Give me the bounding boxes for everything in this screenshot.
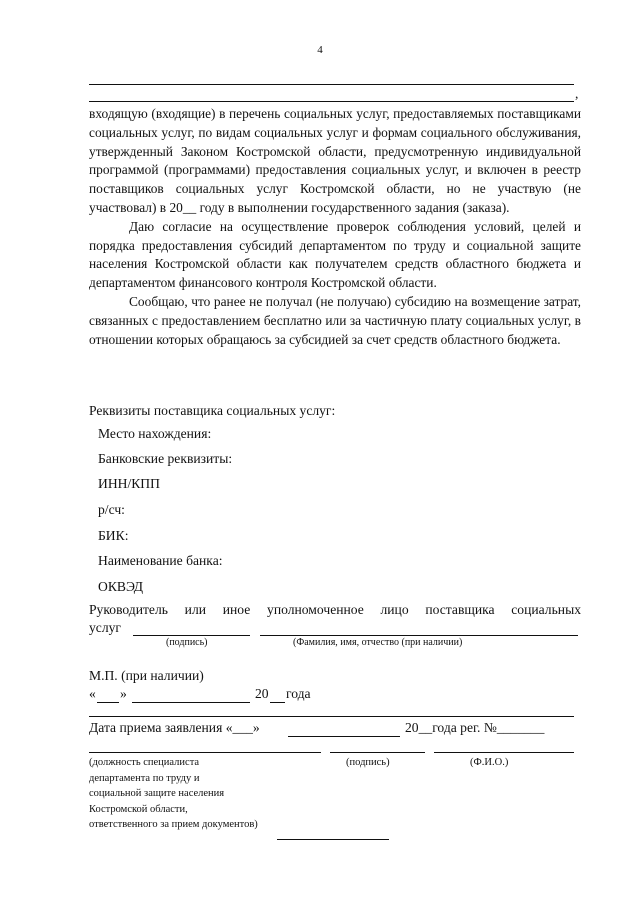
receipt-caption-line-3: социальной защите населения [89, 788, 225, 799]
date-quote-close: » [120, 686, 127, 701]
bottom-separator [277, 839, 389, 840]
paragraph-1: входящую (входящие) в перечень социальных услуг, предоставляемых поставщиками социальных услуг, по видам социальных услуг и формам социального обслуживания, утвержденный Законом Костромской области, предусмотренную индивидуальной программой (программами) предоставления социальных услуг, и включен в реестр поставщиков социальных услуг Костромской области, но не участвую (не участвовал) в 20__ году в выполнении государственного задания (заказа). [89, 106, 581, 215]
paragraph-3: Сообщаю, что ранее не получал (не получаю) субсидию на возмещение затрат, связанных с предоставлением бесплатно или за частичную плату социальных услуг, в отношении которых обращаюсь за субсидией за счет средств областного бюджета. [89, 293, 581, 347]
head-signature-line1: Руководитель или иное уполномоченное лицо поставщика социальных [89, 602, 581, 617]
date-year-word: года [286, 686, 311, 701]
date-year-prefix: 20 [255, 686, 269, 701]
requisites-title: Реквизиты поставщика социальных услуг: [89, 403, 336, 418]
date-quote-open: « [89, 686, 96, 701]
date-day-blank [97, 702, 119, 703]
location-label: Место нахождения: [98, 426, 212, 441]
receipt-month-blank [288, 736, 400, 737]
stamp-label: М.П. (при наличии) [89, 668, 204, 683]
receipt-fio-caption: (Ф.И.О.) [470, 757, 509, 768]
page-number: 4 [317, 44, 323, 56]
signature-blank [133, 635, 250, 636]
trailing-comma: , [575, 86, 579, 101]
receipt-caption-line-1: (должность специалиста [89, 757, 200, 768]
caption-signature: (подпись) [166, 637, 208, 648]
inn-kpp-label: ИНН/КПП [98, 476, 160, 491]
bik-label: БИК: [98, 528, 129, 543]
receipt-caption-line-2: департамента по труду и [89, 772, 200, 784]
receipt-position-caption [89, 755, 258, 833]
receipt-date-label: Дата приема заявления «___» [89, 720, 260, 735]
head-signature-line2: услуг [89, 620, 121, 635]
receipt-fio-blank [434, 752, 574, 753]
fio-blank [260, 635, 578, 636]
caption-fio: (Фамилия, имя, отчество (при наличии) [293, 637, 463, 648]
okved-label: ОКВЭД [98, 579, 144, 594]
bank-details-label: Банковские реквизиты: [98, 451, 233, 466]
receipt-caption-line-4: Костромской области, [89, 803, 188, 815]
account-label: р/сч: [98, 502, 125, 517]
receipt-signature-caption: (подпись) [346, 757, 390, 768]
blank-line-top-2 [89, 101, 574, 102]
date-month-blank [132, 702, 250, 703]
receipt-signature-blank [330, 752, 425, 753]
blank-line-top-1 [89, 84, 574, 85]
paragraph-2: Даю согласие на осуществление проверок соблюдения условий, целей и порядка предоставления субсидий департаментом по труду и социальной защите населения Костромской области как получателем средств областного бюджета и департаментом финансового контроля Костромской области. [89, 218, 581, 291]
date-year-blank [270, 702, 285, 703]
receipt-position-blank [89, 752, 321, 753]
body-text [89, 105, 581, 349]
receipt-blank-line [89, 716, 574, 717]
receipt-year-label: 20__года рег. №_______ [405, 720, 545, 735]
receipt-caption-line-5: ответственного за прием документов) [89, 819, 258, 830]
bank-name-label: Наименование банка: [98, 553, 223, 568]
